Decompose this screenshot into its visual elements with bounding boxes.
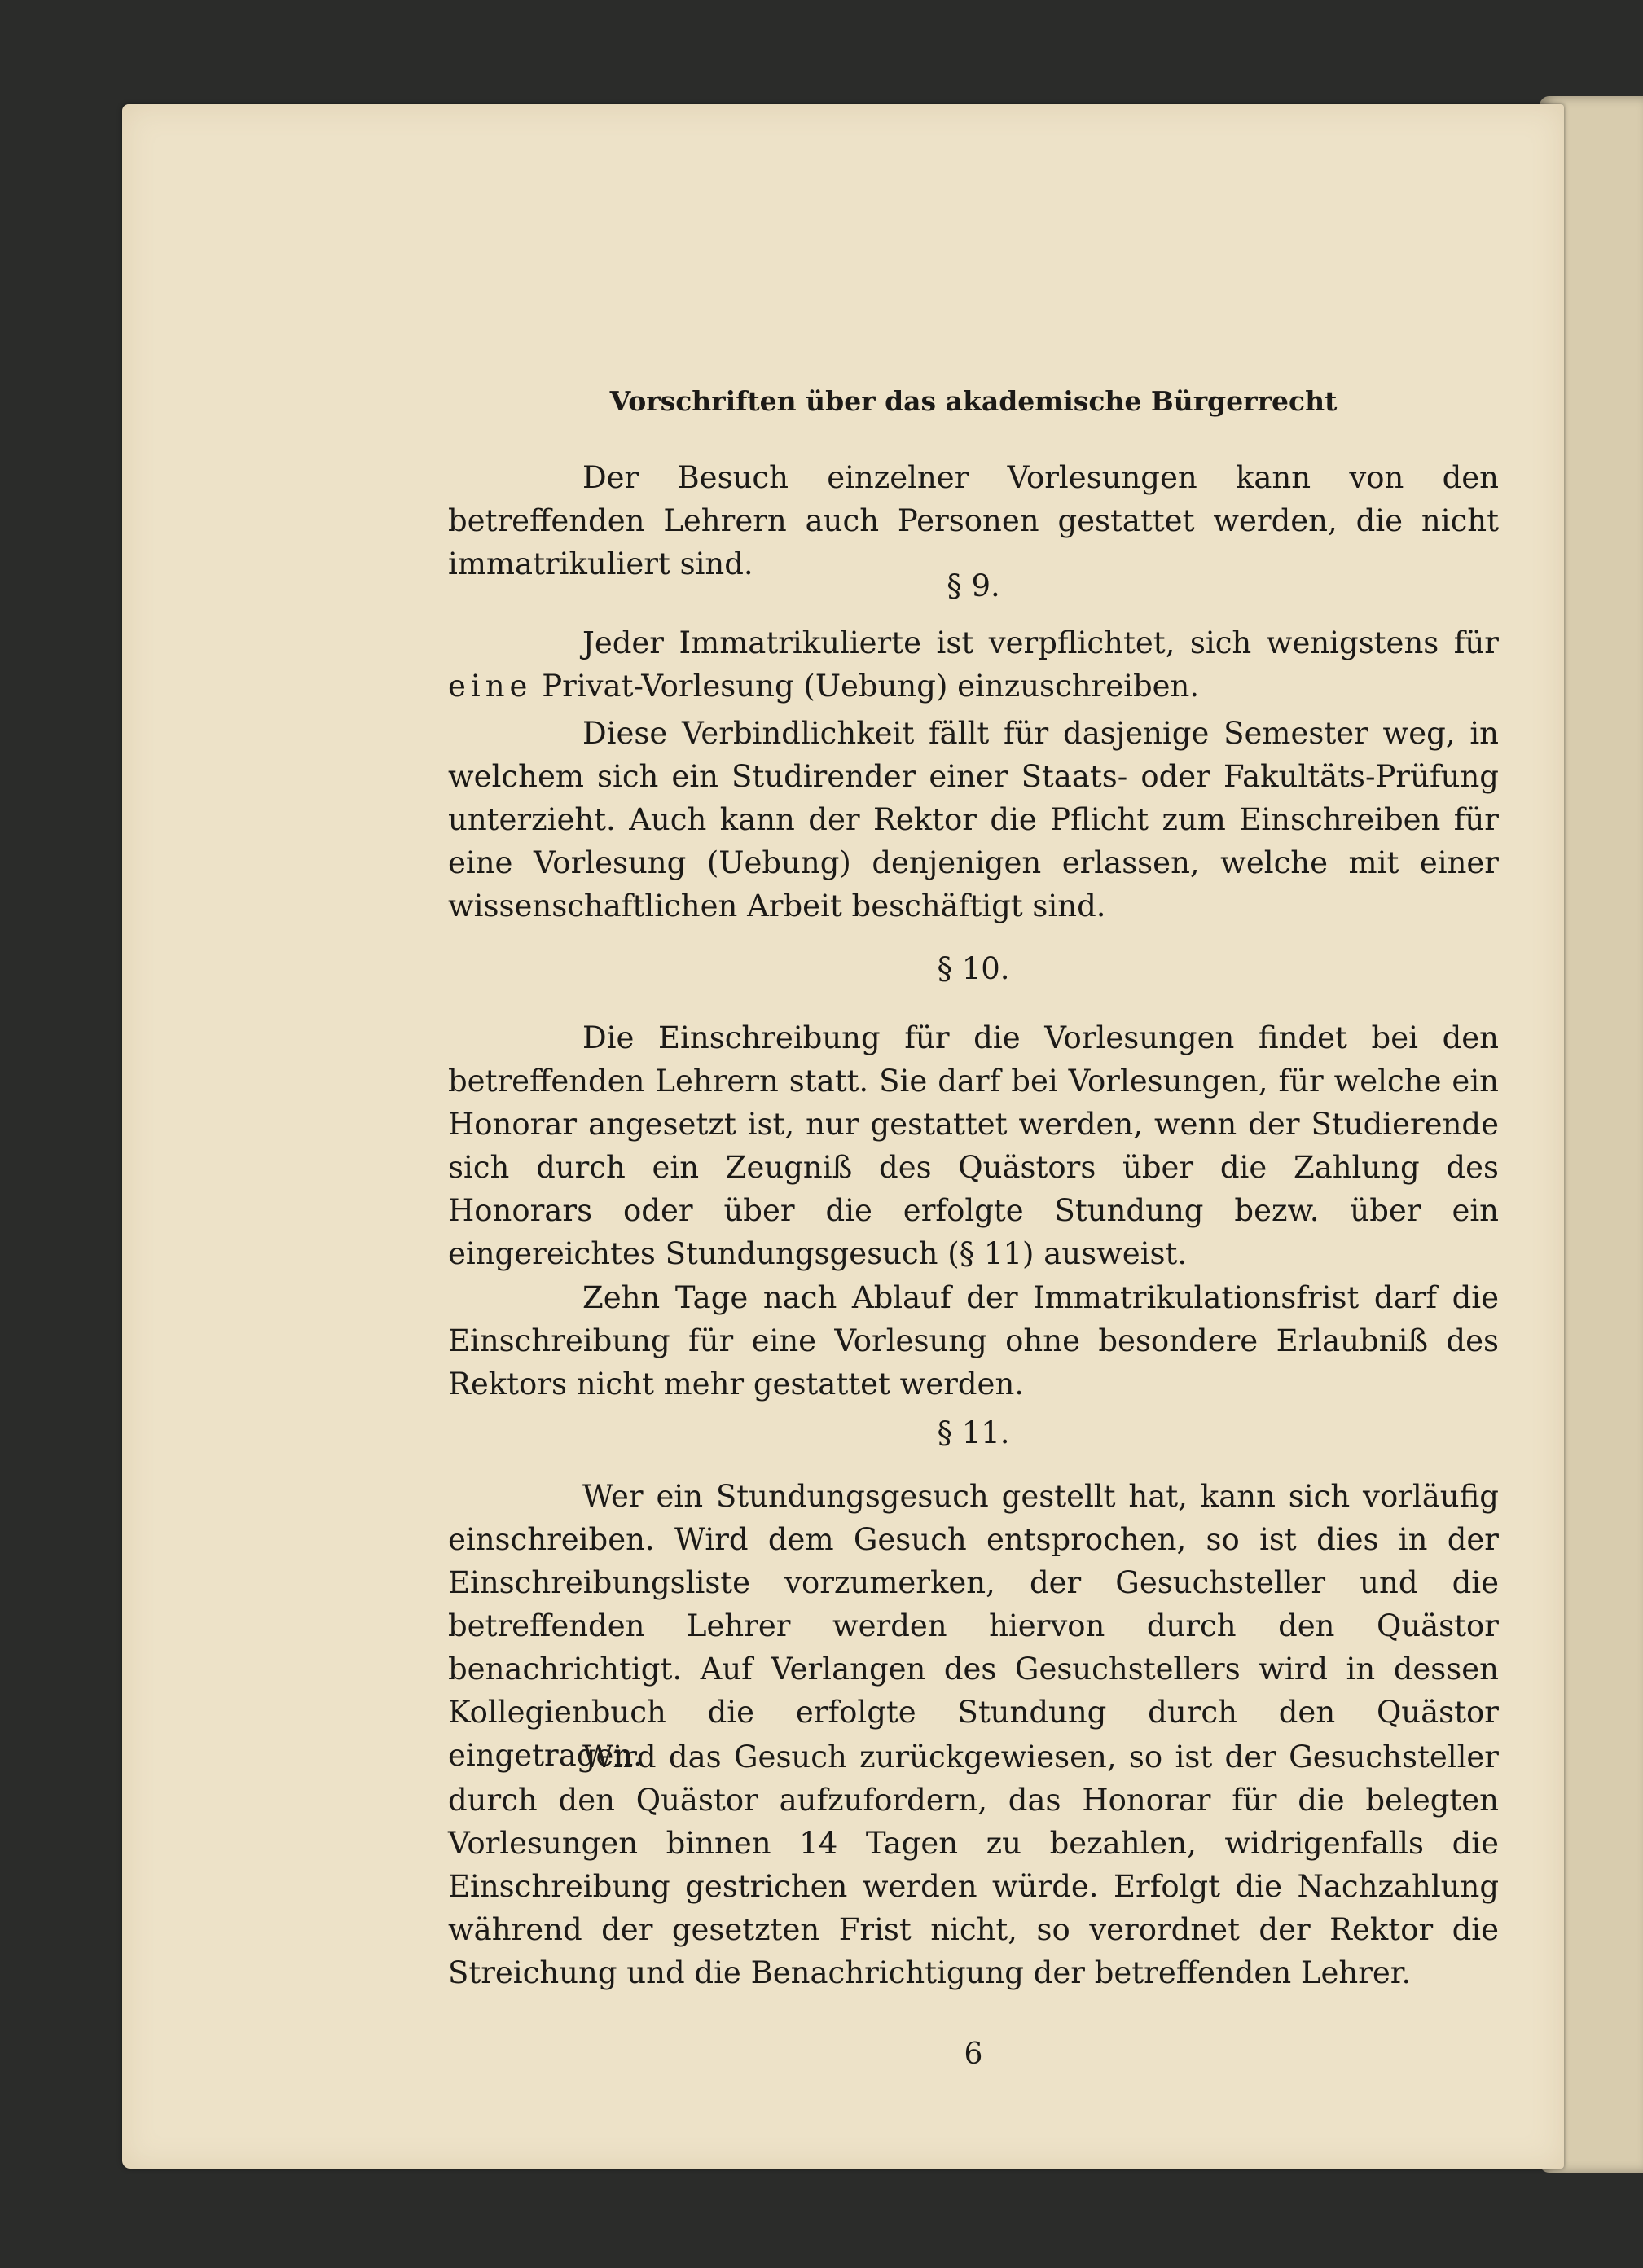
paragraph-6: Wer ein Stundungsgesuch gestellt hat, kann sich vorläufig einschreiben. Wird dem Gesuch entsprochen, so ist dies in der Einschreibungsliste vorzumerken, der Gesuchsteller und die betreffenden Lehrer werden hiervon durch den Quästor benachrichtigt. Auf Verlangen des Gesuchstellers wird in dessen Kollegienbuch die erfolgte Stundung durch den Quästor eingetragen. — [448, 1479, 1499, 1773]
paragraph-2-text-after: Privat-Vorlesung (Uebung) einzuschreiben. — [532, 669, 1200, 704]
paragraph-3: Diese Verbindlichkeit fällt für dasjenige Semester weg, in welchem sich ein Studirender einer Staats- oder Fakultäts-Prüfung unterzieht. Auch kann der Rektor die Pflicht zum Einschreiben für eine Vorlesung (Uebung) denjenigen erlassen, welche mit einer wissenschaftlichen Arbeit beschäftigt sind. — [448, 716, 1499, 923]
paragraph-2 — [448, 621, 1499, 708]
paragraph-7: Wird das Gesuch zurückgewiesen, so ist der Gesuchsteller durch den Quästor aufzufordern, das Honorar für die belegten Vorlesungen binnen 14 Tagen zu bezahlen, widrigenfalls die Einschreibung gestrichen werden würde. Erfolgt die Nachzahlung während der gesetzten Frist nicht, so verordnet der Rektor die Streichung und die Benachrichtigung der betreffenden Lehrer. — [448, 1739, 1499, 1990]
paragraph-4: Die Einschreibung für die Vorlesungen findet bei den betreffenden Lehrern statt. Sie darf bei Vorlesungen, für welche ein Honorar angesetzt ist, nur gestattet werden, wenn der Studierende sich durch ein Zeugniß des Quästors über die Zahlung des Honorars oder über die erfolgte Stundung bezw. über ein eingereichtes Stundungsgesuch (§ 11) ausweist. — [448, 1020, 1499, 1271]
section-heading-9: § 9. — [947, 568, 1000, 603]
paragraph-2-emphasis: eine — [448, 669, 533, 704]
document-page — [122, 104, 1564, 2169]
section-heading-10: § 10. — [937, 951, 1010, 986]
paragraph-1: Der Besuch einzelner Vorlesungen kann von den betreffenden Lehrern auch Personen gestattet werden, die nicht immatrikuliert sind. — [448, 460, 1499, 581]
page-number: 6 — [964, 2038, 983, 2071]
paragraph-5: Zehn Tage nach Ablauf der Immatrikulationsfrist darf die Einschreibung für eine Vorlesung ohne besondere Erlaubniß des Rektors nicht mehr gestattet werden. — [448, 1280, 1499, 1402]
paragraph-2-text-before: Jeder Immatrikulierte ist verpflichtet, sich wenigstens für — [582, 625, 1499, 660]
section-heading-11: § 11. — [937, 1415, 1010, 1450]
running-head: Vorschriften über das akademische Bürgerrecht — [609, 385, 1338, 417]
